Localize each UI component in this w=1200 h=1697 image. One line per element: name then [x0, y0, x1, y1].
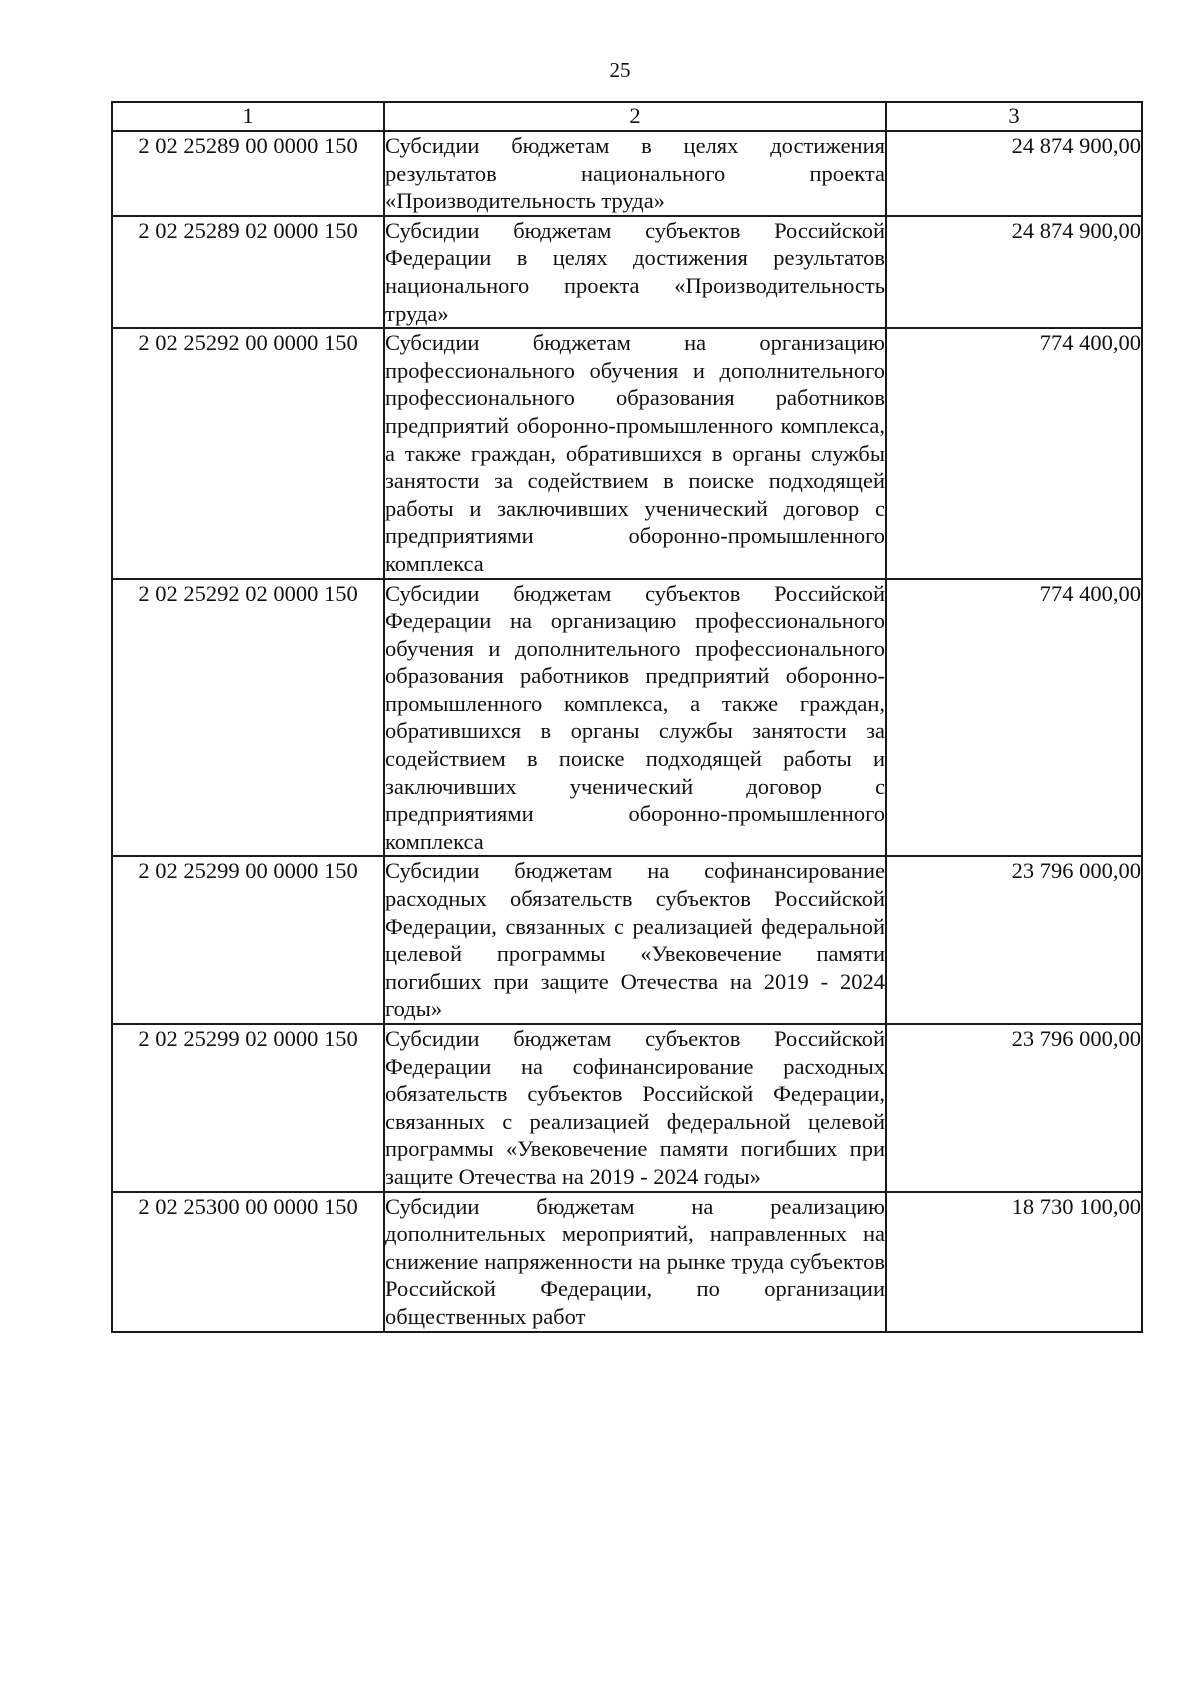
row-description: Субсидии бюджетам в целях достижения результатов национального проекта «Производительность труда» — [384, 131, 886, 216]
row-code: 2 02 25299 00 0000 150 — [112, 856, 384, 1024]
row-description: Субсидии бюджетам субъектов Российской Федерации на софинансирование расходных обязательств субъектов Российской Федерации, связанных с реализацией федеральной целевой программы «Увековечение памяти погибших при защите Отечества на 2019 - 2024 годы» — [384, 1024, 886, 1192]
row-description: Субсидии бюджетам на софинансирование расходных обязательств субъектов Российской Федерации, связанных с реализацией федеральной целевой программы «Увековечение памяти погибших при защите Отечества на 2019 - 2024 годы» — [384, 856, 886, 1024]
page-number: 25 — [609, 58, 631, 82]
column-header-amount: 3 — [886, 102, 1142, 131]
table-row — [112, 131, 1142, 216]
row-code: 2 02 25289 02 0000 150 — [112, 216, 384, 328]
table-row — [112, 1192, 1142, 1332]
row-amount: 774 400,00 — [886, 579, 1142, 857]
column-header-description: 2 — [384, 102, 886, 131]
row-code: 2 02 25292 00 0000 150 — [112, 328, 384, 578]
row-description: Субсидии бюджетам субъектов Российской Федерации на организацию профессионального обучения и дополнительного профессионального образования работников предприятий оборонно-промышленного комплекса, а также граждан, обратившихся в органы службы занятости за содействием в поиске подходящей работы и заключивших ученический договор с предприятиями оборонно-промышленного комплекса — [384, 579, 886, 857]
row-code: 2 02 25299 02 0000 150 — [112, 1024, 384, 1192]
table-header-row — [112, 102, 1142, 131]
row-amount: 18 730 100,00 — [886, 1192, 1142, 1332]
row-description: Субсидии бюджетам субъектов Российской Федерации в целях достижения результатов национального проекта «Производительность труда» — [384, 216, 886, 328]
column-header-code: 1 — [112, 102, 384, 131]
budget-revenue-table — [111, 101, 1143, 1333]
row-description: Субсидии бюджетам на организацию профессионального обучения и дополнительного профессионального образования работников предприятий оборонно-промышленного комплекса, а также граждан, обратившихся в органы службы занятости за содействием в поиске подходящей работы и заключивших ученический договор с предприятиями оборонно-промышленного комплекса — [384, 328, 886, 578]
row-description: Субсидии бюджетам на реализацию дополнительных мероприятий, направленных на снижение напряженности на рынке труда субъектов Российской Федерации, по организации общественных работ — [384, 1192, 886, 1332]
row-amount: 23 796 000,00 — [886, 1024, 1142, 1192]
row-amount: 24 874 900,00 — [886, 131, 1142, 216]
row-amount: 774 400,00 — [886, 328, 1142, 578]
row-code: 2 02 25292 02 0000 150 — [112, 579, 384, 857]
table-row — [112, 1024, 1142, 1192]
table-row — [112, 579, 1142, 857]
table-row — [112, 328, 1142, 578]
row-amount: 24 874 900,00 — [886, 216, 1142, 328]
row-amount: 23 796 000,00 — [886, 856, 1142, 1024]
table-row — [112, 856, 1142, 1024]
table-row — [112, 216, 1142, 328]
row-code: 2 02 25289 00 0000 150 — [112, 131, 384, 216]
row-code: 2 02 25300 00 0000 150 — [112, 1192, 384, 1332]
